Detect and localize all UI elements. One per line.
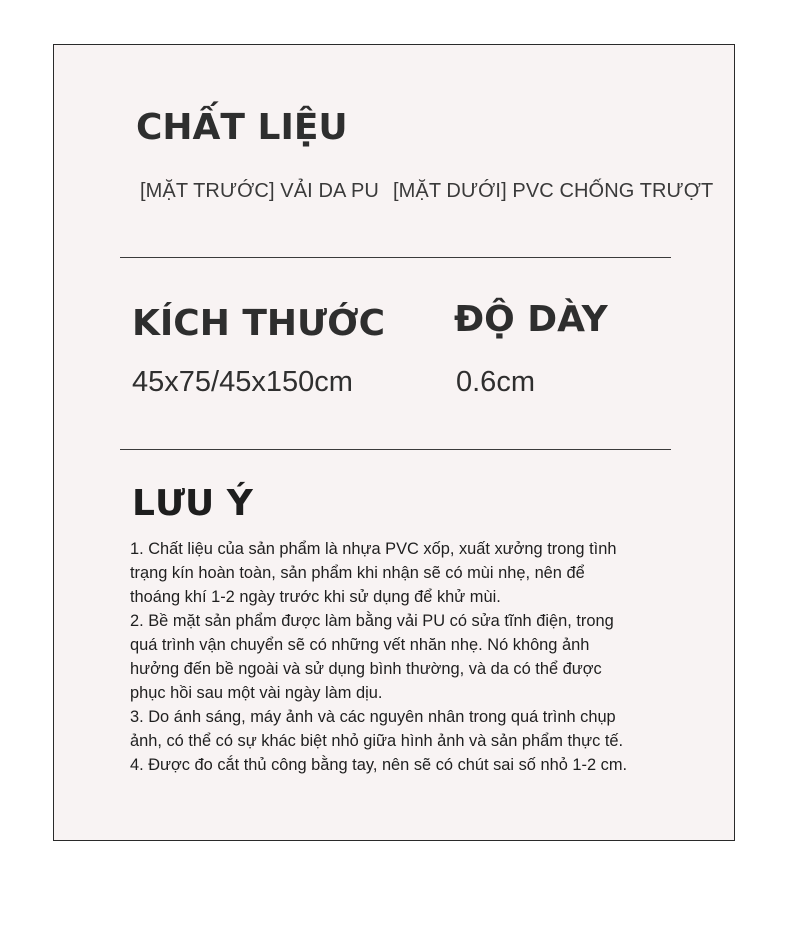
notes-title: LƯU Ý — [132, 483, 253, 524]
materials-description — [140, 180, 713, 203]
notes-line: 1. Chất liệu của sản phẩm là nhựa PVC xốp, xuất xưởng trong tình — [130, 540, 617, 558]
notes-line: 2. Bề mặt sản phẩm được làm bằng vải PU có sửa tĩnh điện, trong — [130, 612, 614, 630]
size-title: KÍCH THƯỚC — [132, 303, 386, 344]
product-info-card — [53, 44, 735, 841]
materials-title: CHẤT LIỆU — [136, 107, 348, 148]
divider-top — [120, 257, 671, 258]
notes-line: quá trình vận chuyển sẽ có những vết nhăn nhẹ. Nó không ảnh — [130, 636, 590, 654]
notes-line: thoáng khí 1-2 ngày trước khi sử dụng để khử mùi. — [130, 588, 501, 606]
notes-line: phục hồi sau một vài ngày làm dịu. — [130, 684, 383, 702]
materials-back: [MẶT DƯỚI] PVC CHỐNG TRƯỢT — [392, 180, 714, 202]
notes-line: 4. Được đo cắt thủ công bằng tay, nên sẽ có chút sai số nhỏ 1-2 cm. — [130, 756, 628, 774]
notes-line: trạng kín hoàn toàn, sản phẩm khi nhận sẽ có mùi nhẹ, nên để — [130, 564, 585, 582]
divider-bottom — [120, 449, 671, 450]
notes-line: ảnh, có thể có sự khác biệt nhỏ giữa hình ảnh và sản phẩm thực tế. — [130, 732, 624, 750]
thickness-value: 0.6cm — [456, 366, 535, 398]
materials-front: [MẶT TRƯỚC] VẢI DA PU — [140, 180, 379, 202]
notes-line: hưởng đến bề ngoài và sử dụng bình thường, và da có thể được — [130, 660, 602, 678]
thickness-title: ĐỘ DÀY — [454, 299, 608, 340]
notes-line: 3. Do ánh sáng, máy ảnh và các nguyên nhân trong quá trình chụp — [130, 708, 616, 726]
size-value: 45x75/45x150cm — [132, 366, 353, 398]
notes-body — [130, 537, 710, 777]
